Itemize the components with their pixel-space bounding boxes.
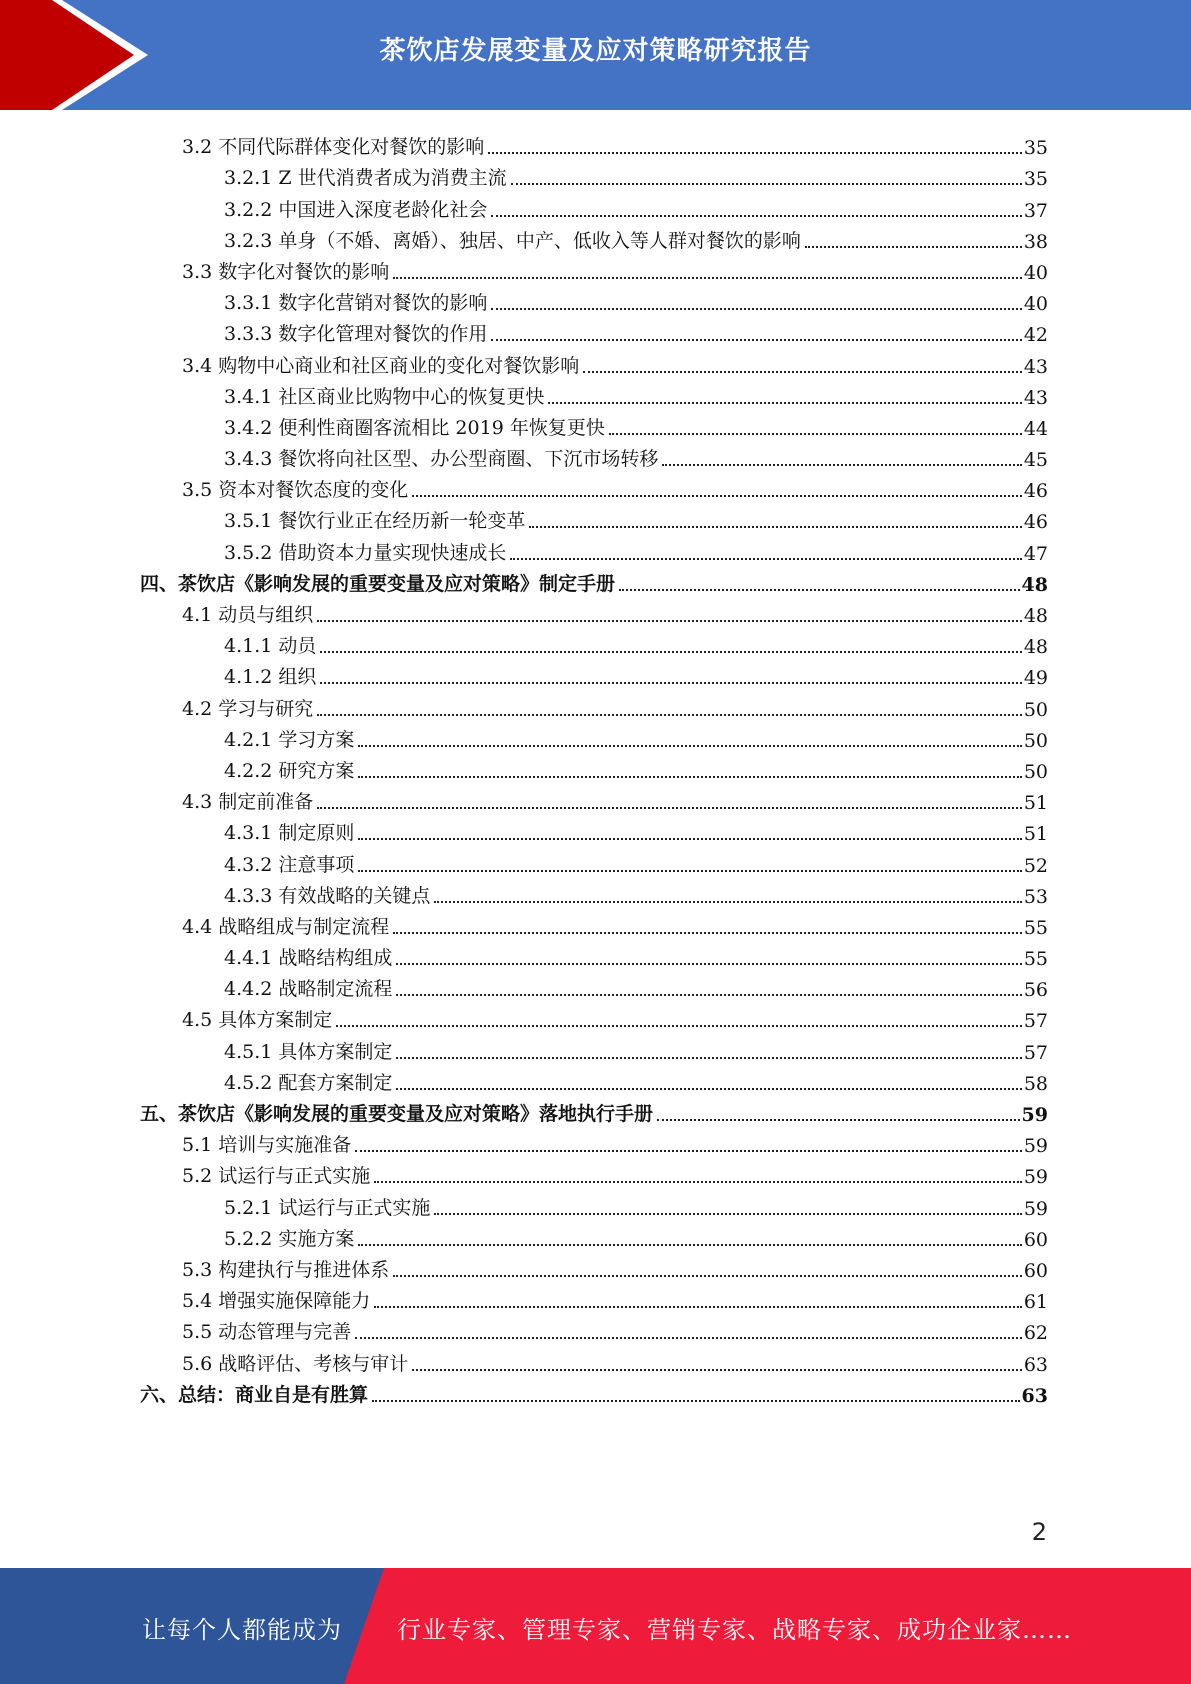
toc-entry-page: 40: [1023, 293, 1048, 316]
toc-dot-leader: [662, 464, 1021, 466]
toc-entry-page: 35: [1023, 137, 1048, 160]
toc-entry[interactable]: [140, 752, 1048, 783]
toc-dot-leader: [320, 651, 1021, 653]
toc-entry-page: 63: [1023, 1353, 1048, 1376]
toc-dot-leader: [583, 371, 1022, 373]
toc-dot-leader: [434, 1213, 1021, 1215]
toc-dot-leader: [355, 1337, 1022, 1339]
toc-entry-page: 63: [1021, 1384, 1048, 1407]
toc-dot-leader: [619, 589, 1020, 591]
toc-entry[interactable]: [140, 939, 1048, 970]
toc-entry-label: 4.5 具体方案制定: [182, 1009, 333, 1032]
toc-entry[interactable]: [140, 627, 1048, 658]
toc-entry-label: 3.5 资本对餐饮态度的变化: [182, 479, 409, 502]
toc-entry-label: 4.2.1 学习方案: [224, 728, 355, 751]
toc-entry-page: 53: [1023, 885, 1048, 908]
toc-entry-label: 4.3.1 制定原则: [224, 822, 355, 845]
toc-dot-leader: [491, 215, 1021, 217]
toc-dot-leader: [412, 495, 1022, 497]
toc-dot-leader: [372, 1400, 1020, 1402]
toc-entry-label: 5.3 构建执行与推进体系: [182, 1258, 390, 1281]
toc-entry[interactable]: [140, 253, 1048, 284]
toc-entry-label: 5.2 试运行与正式实施: [182, 1165, 371, 1188]
toc-entry-label: 六、总结：商业自是有胜算: [140, 1383, 369, 1406]
toc-dot-leader: [320, 682, 1021, 684]
toc-entry[interactable]: [140, 658, 1048, 689]
table-of-contents: [140, 128, 1048, 1407]
toc-entry[interactable]: [140, 1157, 1048, 1188]
toc-dot-leader: [510, 558, 1021, 560]
toc-dot-leader: [393, 277, 1022, 279]
toc-entry[interactable]: [140, 222, 1048, 253]
toc-entry[interactable]: [140, 1376, 1048, 1407]
toc-entry-label: 3.2.2 中国进入深度老龄化社会: [224, 198, 488, 221]
toc-entry-label: 3.2.1 Z 世代消费者成为消费主流: [224, 167, 507, 190]
toc-entry-label: 4.4 战略组成与制定流程: [182, 915, 390, 938]
toc-entry[interactable]: [140, 533, 1048, 564]
toc-dot-leader: [358, 1244, 1021, 1246]
toc-entry[interactable]: [140, 1220, 1048, 1251]
toc-entry[interactable]: [140, 1344, 1048, 1375]
toc-entry-page: 49: [1023, 667, 1048, 690]
toc-entry-page: 59: [1021, 1104, 1048, 1126]
toc-entry-label: 五、茶饮店《影响发展的重要变量及应对策略》落地执行手册: [140, 1103, 654, 1125]
toc-entry-page: 50: [1023, 729, 1048, 752]
toc-entry[interactable]: [140, 502, 1048, 533]
toc-entry-label: 3.3 数字化对餐饮的影响: [182, 260, 390, 283]
toc-entry-label: 5.4 增强实施保障能力: [182, 1290, 371, 1313]
toc-entry-page: 45: [1023, 449, 1048, 472]
toc-entry-page: 40: [1023, 261, 1048, 284]
toc-entry-page: 60: [1023, 1228, 1048, 1251]
toc-dot-leader: [805, 246, 1022, 248]
toc-entry-label: 4.1 动员与组织: [182, 604, 314, 626]
toc-entry-page: 48: [1023, 636, 1048, 659]
toc-entry[interactable]: [140, 1313, 1048, 1344]
toc-entry-page: 56: [1023, 979, 1048, 1002]
toc-dot-leader: [491, 308, 1021, 310]
toc-entry-label: 4.3 制定前准备: [182, 791, 314, 814]
toc-dot-leader: [609, 433, 1022, 435]
toc-entry[interactable]: [140, 159, 1048, 190]
toc-entry-label: 3.5.1 餐饮行业正在经历新一轮变革: [224, 510, 526, 533]
toc-entry[interactable]: [140, 908, 1048, 939]
toc-entry-page: 61: [1023, 1291, 1048, 1314]
toc-entry-label: 4.4.1 战略结构组成: [224, 947, 393, 970]
toc-entry[interactable]: [140, 315, 1048, 346]
toc-entry[interactable]: [140, 1095, 1048, 1126]
toc-dot-leader: [491, 339, 1021, 341]
page-header: [0, 0, 1191, 110]
toc-entry[interactable]: [140, 970, 1048, 1001]
toc-entry[interactable]: [140, 814, 1048, 845]
toc-entry-label: 四、茶饮店《影响发展的重要变量及应对策略》制定手册: [140, 572, 616, 595]
toc-entry[interactable]: [140, 284, 1048, 315]
toc-dot-leader: [511, 183, 1022, 185]
toc-entry-label: 4.1.1 动员: [224, 635, 317, 658]
toc-entry-label: 5.6 战略评估、考核与审计: [182, 1352, 409, 1375]
toc-entry-label: 3.4.3 餐饮将向社区型、办公型商圈、下沉市场转移: [224, 448, 659, 471]
toc-entry-page: 50: [1023, 760, 1048, 783]
toc-entry-page: 43: [1023, 386, 1048, 409]
toc-dot-leader: [358, 870, 1021, 872]
toc-dot-leader: [317, 807, 1022, 809]
toc-entry-label: 4.5.1 具体方案制定: [224, 1040, 393, 1063]
toc-entry[interactable]: [140, 440, 1048, 471]
toc-entry-label: 3.3.1 数字化营销对餐饮的影响: [224, 292, 488, 315]
toc-dot-leader: [358, 838, 1021, 840]
toc-entry-label: 4.2 学习与研究: [182, 697, 314, 720]
toc-dot-leader: [548, 402, 1021, 404]
toc-entry-label: 5.2.1 试运行与正式实施: [224, 1196, 431, 1219]
toc-entry[interactable]: [140, 783, 1048, 814]
toc-entry-page: 35: [1023, 168, 1048, 191]
toc-entry-label: 3.4 购物中心商业和社区商业的变化对餐饮影响: [182, 354, 580, 377]
toc-entry[interactable]: [140, 1001, 1048, 1032]
toc-entry-label: 4.3.3 有效战略的关键点: [224, 884, 431, 907]
toc-entry-page: 43: [1023, 355, 1048, 378]
toc-entry-label: 3.3.3 数字化管理对餐饮的作用: [224, 323, 488, 346]
toc-entry-page: 48: [1023, 605, 1048, 627]
toc-entry-page: 58: [1023, 1072, 1048, 1095]
toc-entry[interactable]: [140, 190, 1048, 221]
toc-entry-page: 59: [1023, 1135, 1048, 1158]
toc-dot-leader: [393, 932, 1022, 934]
toc-entry-page: 62: [1023, 1322, 1048, 1345]
toc-entry-label: 3.5.2 借助资本力量实现快速成长: [224, 541, 507, 564]
toc-entry-label: 4.5.2 配套方案制定: [224, 1071, 393, 1094]
toc-entry-label: 4.4.2 战略制定流程: [224, 978, 393, 1001]
toc-entry-page: 37: [1023, 199, 1048, 222]
toc-entry-page: 46: [1023, 480, 1048, 503]
toc-entry-page: 57: [1023, 1010, 1048, 1033]
toc-entry[interactable]: [140, 877, 1048, 908]
toc-entry-page: 51: [1023, 823, 1048, 846]
toc-dot-leader: [355, 1150, 1022, 1152]
toc-entry-page: 51: [1023, 792, 1048, 815]
toc-dot-leader: [657, 1119, 1020, 1121]
report-title: 茶饮店发展变量及应对策略研究报告: [379, 36, 812, 66]
toc-entry-page: 44: [1023, 417, 1048, 440]
toc-dot-leader: [393, 1275, 1022, 1277]
footer-slogan-left: 让每个人都能成为: [142, 1616, 342, 1644]
toc-entry-label: 4.1.2 组织: [224, 666, 317, 689]
toc-entry-label: 3.4.1 社区商业比购物中心的恢复更快: [224, 385, 545, 408]
toc-entry-page: 38: [1023, 230, 1048, 253]
toc-dot-leader: [317, 620, 1022, 622]
page-number: 2: [1031, 1518, 1047, 1546]
toc-dot-leader: [488, 152, 1022, 154]
toc-entry[interactable]: [140, 471, 1048, 502]
toc-dot-leader: [374, 1306, 1022, 1308]
toc-entry-page: 42: [1023, 324, 1048, 347]
toc-entry-page: 59: [1023, 1197, 1048, 1220]
toc-entry-label: 3.2.3 单身（不婚、离婚）、独居、中产、低收入等人群对餐饮的影响: [224, 229, 801, 252]
toc-entry[interactable]: [140, 1251, 1048, 1282]
toc-dot-leader: [396, 1057, 1021, 1059]
toc-dot-leader: [317, 714, 1022, 716]
toc-dot-leader: [412, 1369, 1022, 1371]
toc-dot-leader: [374, 1181, 1022, 1183]
toc-entry[interactable]: [140, 565, 1048, 596]
toc-entry-label: 5.5 动态管理与完善: [182, 1321, 352, 1344]
toc-entry-page: 59: [1023, 1166, 1048, 1189]
page-footer: [0, 1568, 1191, 1684]
toc-dot-leader: [396, 963, 1021, 965]
toc-dot-leader: [396, 1088, 1021, 1090]
toc-dot-leader: [529, 526, 1021, 528]
toc-entry-page: 52: [1023, 854, 1048, 877]
toc-entry[interactable]: [140, 721, 1048, 752]
toc-entry[interactable]: [140, 1064, 1048, 1095]
toc-entry[interactable]: [140, 1032, 1048, 1063]
toc-entry[interactable]: [140, 1282, 1048, 1313]
toc-entry-label: 4.2.2 研究方案: [224, 759, 355, 782]
toc-entry-label: 3.2 不同代际群体变化对餐饮的影响: [182, 136, 485, 159]
toc-entry-page: 60: [1023, 1259, 1048, 1282]
toc-entry[interactable]: [140, 1126, 1048, 1157]
toc-entry[interactable]: [140, 346, 1048, 377]
toc-dot-leader: [434, 901, 1021, 903]
toc-entry-page: 55: [1023, 916, 1048, 939]
toc-entry-label: 4.3.2 注意事项: [224, 853, 355, 876]
toc-entry-page: 48: [1021, 573, 1048, 596]
footer-slogan-right: 行业专家、管理专家、营销专家、战略专家、成功企业家……: [397, 1616, 1072, 1644]
toc-dot-leader: [336, 1025, 1022, 1027]
toc-entry[interactable]: [140, 128, 1048, 159]
toc-entry-page: 55: [1023, 948, 1048, 971]
toc-entry[interactable]: [140, 845, 1048, 876]
toc-entry-page: 47: [1023, 542, 1048, 565]
toc-entry-label: 5.1 培训与实施准备: [182, 1134, 352, 1157]
toc-entry-page: 46: [1023, 511, 1048, 534]
toc-entry[interactable]: [140, 1188, 1048, 1219]
toc-entry[interactable]: [140, 409, 1048, 440]
toc-entry[interactable]: [140, 378, 1048, 409]
toc-entry-page: 50: [1023, 698, 1048, 721]
toc-dot-leader: [396, 994, 1021, 996]
toc-entry[interactable]: [140, 596, 1048, 627]
toc-entry-label: 5.2.2 实施方案: [224, 1227, 355, 1250]
toc-dot-leader: [358, 745, 1021, 747]
toc-entry-page: 57: [1023, 1041, 1048, 1064]
toc-dot-leader: [358, 776, 1021, 778]
toc-entry[interactable]: [140, 689, 1048, 720]
toc-entry-label: 3.4.2 便利性商圈客流相比 2019 年恢复更快: [224, 416, 605, 439]
